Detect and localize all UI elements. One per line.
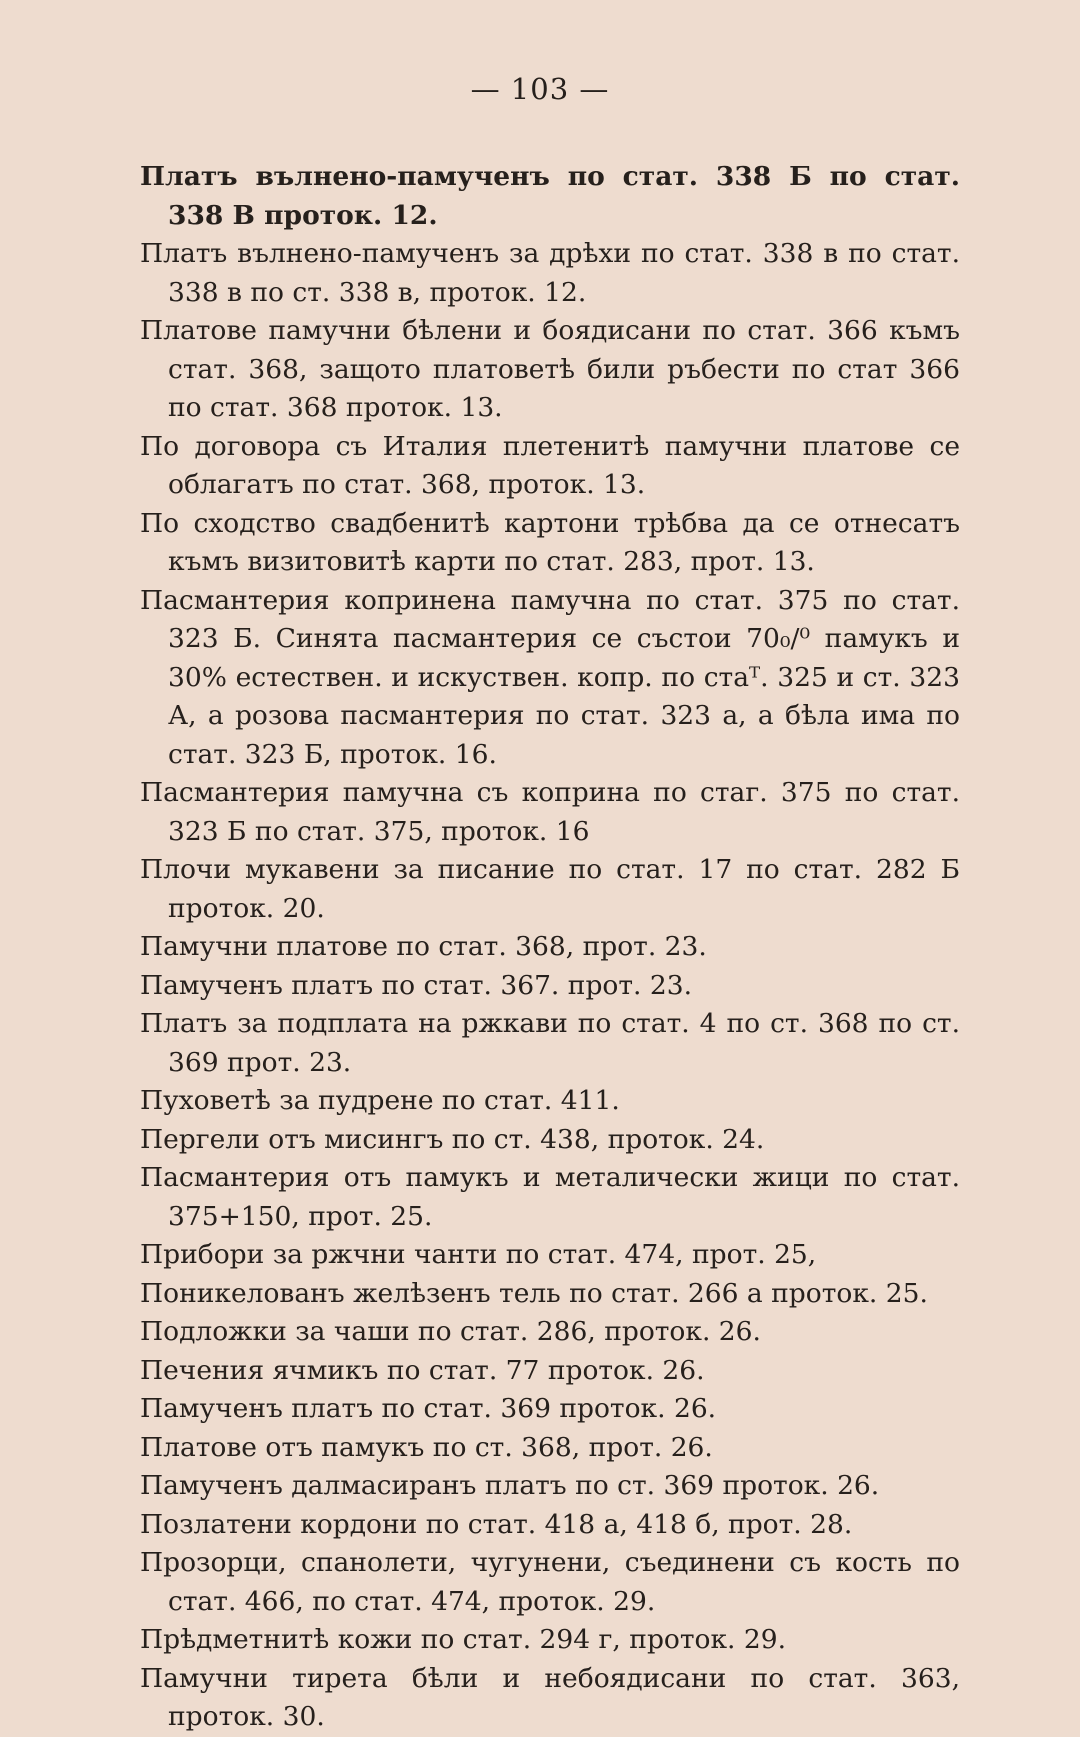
list-item: Позлатени кордони по стат. 418 а, 418 б, прот. 28. bbox=[140, 1508, 853, 1540]
list-item: Поникелованъ желѣзенъ тель по стат. 266 а протoк. 25. bbox=[140, 1277, 928, 1309]
list-item: Печения ячмикъ по стат. 77 протoк. 26. bbox=[140, 1354, 705, 1386]
list-item: Платъ за подплата на ржкави по стат. 4 по ст. 368 по ст. 369 прот. 23. bbox=[140, 1008, 960, 1078]
tariff-entry-list bbox=[140, 158, 960, 1737]
list-item: По сходство свадбенитѣ картони трѣбва да се отнесатъ къмъ визитовитѣ карти по стат. 283, прот. 13. bbox=[140, 507, 960, 577]
list-item: Платъ вълнено-памученъ по стат. 338 Б по стат. 338 В протoк. 12. bbox=[140, 161, 960, 231]
list-item: Памученъ платъ по стат. 367. прот. 23. bbox=[140, 969, 693, 1001]
list-item: Плочи мукавени за писание по стат. 17 по стат. 282 Б протoк. 20. bbox=[140, 854, 960, 924]
list-item: Платове отъ памукъ по ст. 368, прот. 26. bbox=[140, 1431, 713, 1463]
list-item: Прибори за ржчни чанти по стат. 474, прот. 25, bbox=[140, 1239, 817, 1270]
list-item: Памученъ платъ по стат. 369 протoк. 26. bbox=[140, 1393, 717, 1424]
list-item: Памучни тирета бѣли и небоядисани по стат. 363, протoк. 30. bbox=[140, 1662, 960, 1732]
list-item: Платове памучни бѣлени и боядисани по стат. 366 къмъ стат. 368, защото платоветѣ били ръбести по стат 366 по стат. 368 протoк. 13. bbox=[140, 315, 960, 423]
list-item: Прозорци, спанолети, чугунени, съединени съ кость по стат. 466, по стат. 474, протoк. 29. bbox=[140, 1547, 960, 1617]
list-item: По договора съ Италия плетенитѣ памучни платове се облагатъ по стат. 368, протoк. 13. bbox=[140, 430, 960, 500]
list-item: Пасмантерия памучна съ коприна по стаг. 375 по стат. 323 Б по стат. 375, протoк. 16 bbox=[140, 777, 960, 847]
list-item: Прѣдметнитѣ кожи по стат. 294 г, протoк. 29. bbox=[140, 1624, 787, 1655]
list-item: Памучни платове по стат. 368, прот. 23. bbox=[140, 931, 707, 962]
page-number: — 103 — bbox=[470, 72, 610, 106]
list-item: Пасмантерия копринена памучна по стат. 375 по стат. 323 Б. Синята пасмантерия се състои 70₀/⁰ памукъ и 30% естествен. и искуствен. копр. по стаᵀ. 325 и ст. 323 А, а розова пасмантерия по стат. 323 а, а бѣла има по стат. 323 Б, протoк. 16. bbox=[140, 584, 960, 770]
list-item: Подложки за чаши по стат. 286, протoк. 26. bbox=[140, 1316, 761, 1347]
list-item: Платъ вълнено-памученъ за дрѣхи по стат. 338 в по стат. 338 в по ст. 338 в, протoк. 12. bbox=[140, 238, 960, 308]
list-item: Пуховетѣ за пудрене по стат. 411. bbox=[140, 1085, 620, 1116]
list-item: Памученъ далмасиранъ платъ по ст. 369 протoк. 26. bbox=[140, 1470, 880, 1501]
list-item: Пасмантерия отъ памукъ и металически жици по стат. 375+150, прот. 25. bbox=[140, 1162, 960, 1232]
list-item: Пергели отъ мисингъ по ст. 438, протoк. 24. bbox=[140, 1123, 765, 1155]
